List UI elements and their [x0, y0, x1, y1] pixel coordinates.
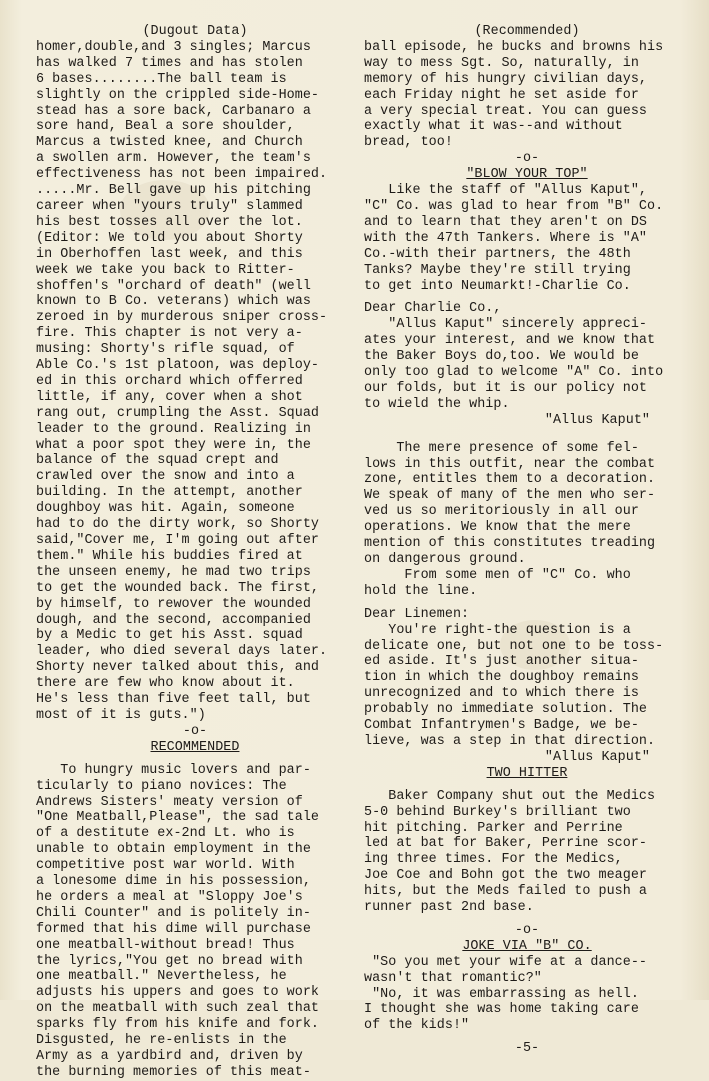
text-line: what a poor spot they were in, the — [36, 437, 311, 453]
text-line: tion in which the doughboy remains — [364, 670, 639, 686]
letter-signature-2: hold the line. — [364, 583, 478, 599]
separator: -o- — [514, 922, 540, 938]
text-line: Baker Company shut out the Medics — [364, 788, 656, 804]
text-line: runner past 2nd base. — [364, 900, 534, 916]
linemen-letter — [364, 441, 690, 568]
two-hitter-text — [364, 789, 690, 916]
text-line: one meatball." Nevertheless, he — [36, 969, 287, 985]
text-line: his best tosses all over the lot. — [36, 214, 303, 230]
text-line: week we take you back to Ritter- — [36, 262, 295, 278]
text-line: of the kids!" — [364, 1018, 470, 1034]
text-line: slightly on the crippled side-Home- — [36, 87, 319, 103]
text-line: lows in this outfit, near the combat — [364, 456, 656, 472]
text-line: leader to the ground. Realizing in — [36, 421, 311, 437]
text-line: sore hand, Beal a sore shoulder, — [36, 119, 295, 135]
text-line: each Friday night he set aside for — [364, 87, 639, 103]
text-line: sparks fly from his knife and fork. — [36, 1017, 319, 1033]
joke-heading: JOKE VIA "B" CO. — [462, 938, 592, 954]
text-line: Like the staff of "Allus Kaput", — [364, 183, 647, 199]
text-line: mention of this constitutes treading — [364, 536, 656, 552]
charlie-co-letter — [364, 183, 690, 294]
text-line: ed aside. It's just another situa- — [364, 654, 639, 670]
recommended-text — [36, 763, 354, 1081]
text-line: shoffen's "orchard of death" (well — [36, 278, 311, 294]
text-line: exactly what it was--and without — [364, 119, 623, 135]
text-line: Shorty never talked about this, and — [36, 660, 319, 676]
text-line: adjusts his uppers and goes to work — [36, 985, 319, 1001]
text-line: I thought she was home taking care — [364, 1002, 639, 1018]
text-line: musing: Shorty's rifle squad, of — [36, 342, 295, 358]
recommended-heading: RECOMMENDED — [150, 739, 240, 755]
text-line: there are few who know about it. — [36, 676, 295, 692]
text-line: He's less than five feet tall, but — [36, 692, 311, 708]
left-column — [36, 24, 354, 1081]
text-line: "Allus Kaput" sincerely appreci- — [364, 317, 647, 333]
text-line: formed that his dime will purchase — [36, 921, 311, 937]
joke-text — [364, 955, 690, 1035]
text-line: had to do the dirty work, so Shorty — [36, 517, 319, 533]
text-line: he orders a meal at "Sloppy Joe's — [36, 889, 303, 905]
text-line: crawled over the snow and into a — [36, 469, 295, 485]
page-number: -5- — [514, 1041, 540, 1057]
text-line: ved us so meritoriously in all our — [364, 504, 639, 520]
text-line: led at bat for Baker, Perrine scor- — [364, 836, 647, 852]
text-line: leader, who died several days later. — [36, 644, 328, 660]
text-line: known to B Co. veterans) which was — [36, 294, 311, 310]
text-line: building. In the attempt, another — [36, 485, 303, 501]
text-line: and to learn that they aren't on DS — [364, 214, 647, 230]
text-line: probably no immediate solution. The — [364, 702, 647, 718]
text-line: a lonesome dime in his possession, — [36, 874, 311, 890]
text-line: Combat Infantrymen's Badge, we be- — [364, 718, 639, 734]
text-line: one meatball-without bread! Thus — [36, 937, 295, 953]
text-line: on dangerous ground. — [364, 552, 526, 567]
text-line: rang out, crumpling the Asst. Squad — [36, 405, 319, 421]
text-line: ticularly to piano novices: The — [36, 778, 287, 794]
reply-signature: "Allus Kaput" — [544, 412, 650, 428]
letter-signature: From some men of "C" Co. who — [364, 567, 631, 583]
text-line: stead has a sore back, Carbanaro a — [36, 103, 311, 119]
text-line: (Editor: We told you about Shorty — [36, 230, 303, 246]
text-line: a swollen arm. However, the team's — [36, 151, 311, 167]
text-line: little, if any, cover when a shot — [36, 389, 303, 405]
text-line: Marcus a twisted knee, and Church — [36, 135, 303, 151]
text-line: Army as a yardbird and, driven by — [36, 1049, 303, 1064]
text-line: .....Mr. Bell gave up his pitching — [36, 183, 311, 199]
text-line: zone, entitles them to a decoration. — [364, 472, 656, 488]
text-line: a very special treat. You can guess — [364, 103, 647, 119]
reply-salutation: Dear Charlie Co., — [364, 301, 502, 317]
text-line: by a Medic to get his Asst. squad — [36, 628, 303, 644]
two-hitter-heading: TWO HITTER — [486, 765, 568, 781]
blow-your-top-heading: "BLOW YOUR TOP" — [466, 167, 588, 183]
right-column — [364, 24, 690, 1057]
text-line: "One Meatball,Please", the sad tale — [36, 810, 319, 826]
text-line: Tanks? Maybe they're still trying — [364, 262, 631, 278]
text-line: delicate one, but not one to be toss- — [364, 638, 664, 654]
text-line: to wield the whip. — [364, 396, 510, 412]
text-line: dough, and the second, accompanied — [36, 612, 311, 628]
text-line: "C" Co. was glad to hear from "B" Co. — [364, 198, 664, 214]
running-head-left: (Dugout Data) — [142, 24, 248, 39]
text-line: fire. This chapter is not very a- — [36, 326, 303, 342]
separator: -o- — [182, 723, 208, 739]
text-line: career when "yours truly" slammed — [36, 198, 303, 214]
text-line: effectiveness has not been impaired. — [36, 167, 328, 183]
text-line: homer,double,and 3 singles; Marcus — [36, 39, 311, 55]
text-line: on the meatball with such zeal that — [36, 1001, 319, 1017]
reply-signature-2: "Allus Kaput" — [544, 749, 650, 765]
text-line: the Baker Boys do,too. We would be — [364, 349, 639, 365]
text-line: 5-0 behind Burkey's brilliant two — [364, 804, 631, 820]
dugout-data-text — [36, 40, 354, 724]
text-line: in Oberhoffen last week, and this — [36, 246, 303, 262]
text-line: memory of his hungry civilian days, — [364, 71, 647, 87]
text-line: operations. We know that the mere — [364, 520, 631, 536]
text-line: We speak of many of the men who ser- — [364, 488, 656, 504]
text-line: has walked 7 times and has stolen — [36, 55, 303, 71]
text-line: wasn't that romantic?" — [364, 970, 542, 986]
text-line: hits, but the Meds failed to push a — [364, 884, 647, 900]
text-line: Chili Counter" and is politely in- — [36, 905, 311, 921]
reply-salutation-2: Dear Linemen: — [364, 606, 470, 622]
running-head-right: (Recommended) — [474, 24, 580, 39]
text-line: balance of the squad crept and — [36, 453, 279, 469]
text-line: of a destitute ex-2nd Lt. who is — [36, 826, 295, 842]
text-line: lieve, was a step in that direction. — [364, 733, 656, 749]
text-line: hit pitching. Parker and Perrine — [364, 820, 623, 836]
recommended-continued-text — [364, 40, 690, 151]
text-line: "So you met your wife at a dance-- — [364, 954, 647, 970]
reply-to-linemen — [364, 623, 690, 750]
text-line: to get the wounded back. The first, — [36, 580, 319, 596]
text-line: the burning memories of this meat- — [36, 1064, 311, 1080]
text-line: doughboy was hit. Again, someone — [36, 501, 295, 517]
text-line: 6 bases........The ball team is — [36, 71, 287, 87]
text-line: Co.-with their partners, the 48th — [364, 246, 631, 262]
text-line: only too glad to welcome "A" Co. into — [364, 365, 664, 381]
text-line: unable to obtain employment in the — [36, 842, 311, 858]
text-line: with the 47th Tankers. Where is "A" — [364, 230, 647, 246]
text-line: the lyrics,"You get no bread with — [36, 953, 303, 969]
text-line: unrecognized and to which there is — [364, 686, 639, 702]
text-line: ing three times. For the Medics, — [364, 852, 623, 868]
text-line: ates your interest, and we know that — [364, 333, 656, 349]
text-line: Able Co.'s 1st platoon, was deploy- — [36, 358, 319, 374]
text-line: Andrews Sisters' meaty version of — [36, 794, 303, 810]
text-line: our folds, but it is our policy not — [364, 380, 647, 396]
text-line: them." While his buddies fired at — [36, 548, 303, 564]
text-line: Joe Coe and Bohn got the two meager — [364, 868, 647, 884]
text-line: the unseen enemy, he mad two trips — [36, 564, 311, 580]
text-line: You're right-the question is a — [364, 622, 631, 638]
text-line: The mere presence of some fel- — [364, 440, 639, 456]
text-line: competitive post war world. With — [36, 858, 295, 874]
text-line: by himself, to rewover the wounded — [36, 596, 311, 612]
separator: -o- — [514, 151, 540, 167]
text-line: said,"Cover me, I'm going out after — [36, 533, 319, 548]
text-line: zeroed in by murderous sniper cross- — [36, 310, 328, 326]
reply-to-charlie-co — [364, 317, 690, 412]
text-line: "No, it was embarrassing as hell. — [364, 986, 639, 1002]
text-line: bread, too! — [364, 135, 453, 151]
text-line: Disgusted, he re-enlists in the — [36, 1033, 287, 1049]
text-line: to get into Neumarkt!-Charlie Co. — [364, 278, 631, 294]
text-line: ed in this orchard which offerred — [36, 373, 303, 389]
text-line: most of it is guts.") — [36, 707, 206, 723]
text-line: ball episode, he bucks and browns his — [364, 39, 664, 55]
text-line: To hungry music lovers and par- — [36, 762, 311, 778]
text-line: way to mess Sgt. So, naturally, in — [364, 55, 639, 71]
